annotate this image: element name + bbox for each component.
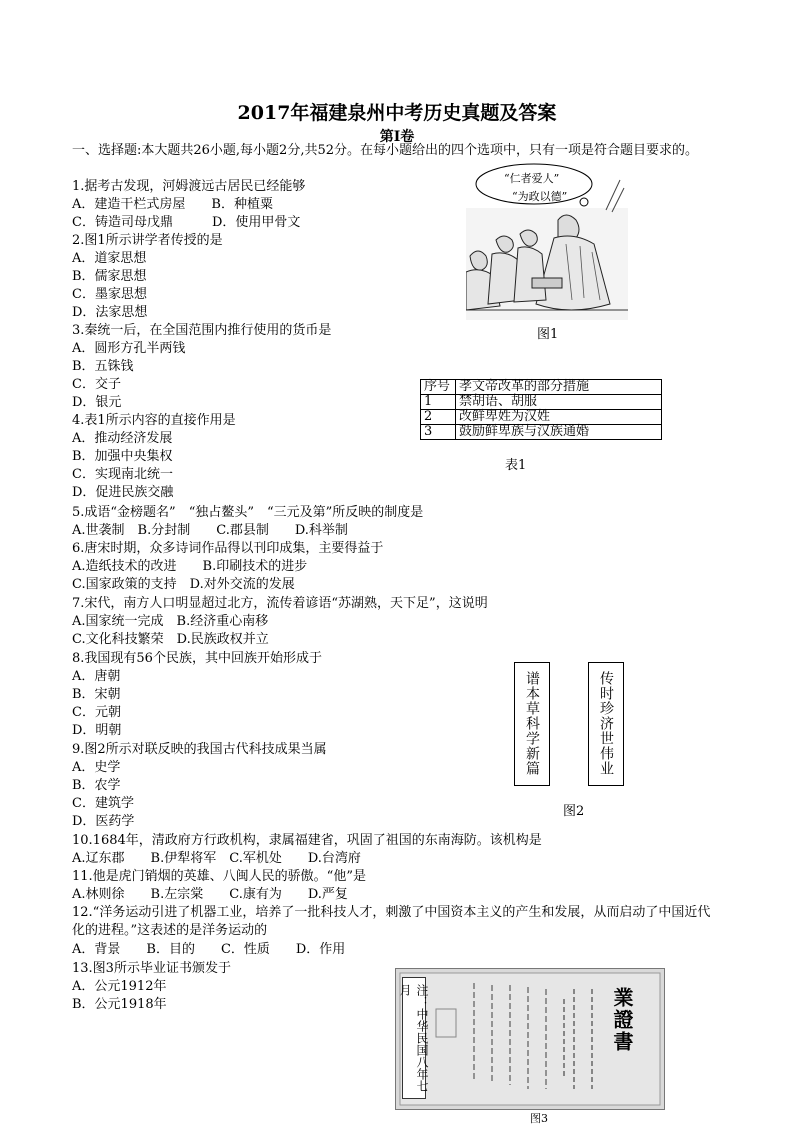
table-cell: 1	[421, 395, 456, 410]
figure-1-caption: 图1	[537, 327, 559, 342]
q13-option-b: B．公元1918年	[72, 997, 167, 1012]
figure-1-illustration	[466, 160, 628, 320]
table-header-row	[421, 380, 662, 395]
couplet-right-scroll: 传时珍济世伟业	[588, 662, 624, 786]
q6-options-ab: A.造纸技术的改进 B.印刷技术的进步	[72, 559, 308, 574]
question-5: 5.成语“金榜题名” “独占鳌头” “三元及第”所反映的制度是	[72, 505, 424, 520]
q2-option-d: D．法家思想	[72, 305, 148, 320]
table-1	[420, 379, 662, 440]
diploma-heading: 業證書	[610, 987, 634, 1053]
table-cell: 2	[421, 410, 456, 425]
figure-3-diploma	[395, 968, 665, 1110]
diploma-date-note: 注：中华民国八年七月	[402, 977, 426, 1099]
table-cell: 鼓励鲜卑族与汉族通婚	[456, 425, 662, 440]
q4-option-d: D．促进民族交融	[72, 485, 174, 500]
q2-option-c: C．墨家思想	[72, 287, 147, 302]
q3-option-d: D．银元	[72, 395, 122, 410]
table-header-cell: 孝文帝改革的部分措施	[456, 380, 662, 395]
table-row	[421, 395, 662, 410]
instructions: 一、选择题:本大题共26小题,每小题2分,共52分。在每小题给出的四个选项中，只有一项是符合题目要求的。	[72, 143, 699, 158]
q9-option-d: D．医药学	[72, 814, 135, 829]
q13-option-a: A．公元1912年	[72, 979, 167, 994]
question-7: 7.宋代，南方人口明显超过北方，流传着谚语“苏湖熟，天下足”，这说明	[72, 596, 488, 611]
q8-option-a: A．唐朝	[72, 669, 121, 684]
question-9: 9.图2所示对联反映的我国古代科技成果当属	[72, 742, 327, 757]
question-4: 4.表1所示内容的直接作用是	[72, 413, 236, 428]
q8-option-d: D．明朝	[72, 723, 122, 738]
q8-option-c: C．元朝	[72, 705, 121, 720]
q6-options-cd: C.国家政策的支持 D.对外交流的发展	[72, 577, 295, 592]
q7-options-cd: C.文化科技繁荣 D.民族政权并立	[72, 632, 269, 647]
table-row	[421, 410, 662, 425]
q8-option-b: B．宋朝	[72, 687, 121, 702]
question-6: 6.唐宋时期，众多诗词作品得以刊印成集，主要得益于	[72, 541, 384, 556]
q3-option-b: B．五铢钱	[72, 359, 134, 374]
section-title: 第Ⅰ卷	[379, 129, 415, 145]
question-1: 1.据考古发现，河姆渡远古居民已经能够	[72, 179, 306, 194]
q2-option-a: A．道家思想	[72, 251, 147, 266]
bubble-text-1: “仁者爱人”	[504, 172, 560, 185]
q2-option-b: B．儒家思想	[72, 269, 147, 284]
table-cell: 3	[421, 425, 456, 440]
q11-options: A.林则徐 B.左宗棠 C.康有为 D.严复	[72, 887, 348, 902]
question-13: 13.图3所示毕业证书颁发于	[72, 961, 231, 976]
q10-options: A.辽东郡 B.伊犁将军 C.军机处 D.台湾府	[72, 851, 361, 866]
q4-option-b: B．加强中央集权	[72, 449, 173, 464]
table-row	[421, 425, 662, 440]
q4-option-c: C．实现南北统一	[72, 467, 173, 482]
table-header-cell: 序号	[421, 380, 456, 395]
table-1-caption: 表1	[505, 458, 527, 473]
page-title: 2017年福建泉州中考历史真题及答案	[237, 102, 557, 124]
figure-2-caption: 图2	[563, 804, 585, 819]
question-10: 10.1684年，清政府方行政机构，隶属福建省，巩固了祖国的东南海防。该机构是	[72, 833, 542, 848]
q9-option-b: B．农学	[72, 778, 121, 793]
couplet-left-scroll: 谱本草科学新篇	[514, 662, 550, 786]
question-11: 11.他是虎门销烟的英雄、八闽人民的骄傲。“他”是	[72, 869, 366, 884]
bubble-tail-dot	[580, 198, 588, 206]
question-2: 2.图1所示讲学者传授的是	[72, 233, 223, 248]
bubble-text-2: “为政以德”	[512, 190, 568, 203]
q1-options-ab: A．建造干栏式房屋 B．种植粟	[72, 197, 273, 212]
q3-option-a: A．圆形方孔半两钱	[72, 341, 186, 356]
figure-3-caption: 图3	[530, 1112, 548, 1125]
question-12: 12.“洋务运动引进了机器工业，培养了一批科技人才，刺激了中国资本主义的产生和发展，从而启动了中国近代化的进程。”这表述的是洋务运动的	[72, 905, 711, 938]
question-3: 3.秦统一后，在全国范围内推行使用的货币是	[72, 323, 332, 338]
question-8: 8.我国现有56个民族，其中回族开始形成于	[72, 651, 322, 666]
q5-options: A.世袭制 B.分封制 C.郡县制 D.科举制	[72, 523, 348, 538]
q9-option-a: A．史学	[72, 760, 121, 775]
q1-options-cd: C．铸造司母戊鼎 D．使用甲骨文	[72, 215, 301, 230]
table-cell: 改鲜卑姓为汉姓	[456, 410, 662, 425]
q4-option-a: A．推动经济发展	[72, 431, 173, 446]
table-cell: 禁胡语、胡服	[456, 395, 662, 410]
q9-option-c: C．建筑学	[72, 796, 134, 811]
q12-options: A．背景 B．目的 C．性质 D．作用	[72, 942, 346, 957]
q3-option-c: C．交子	[72, 377, 121, 392]
q7-options-ab: A.国家统一完成 B.经济重心南移	[72, 614, 269, 629]
